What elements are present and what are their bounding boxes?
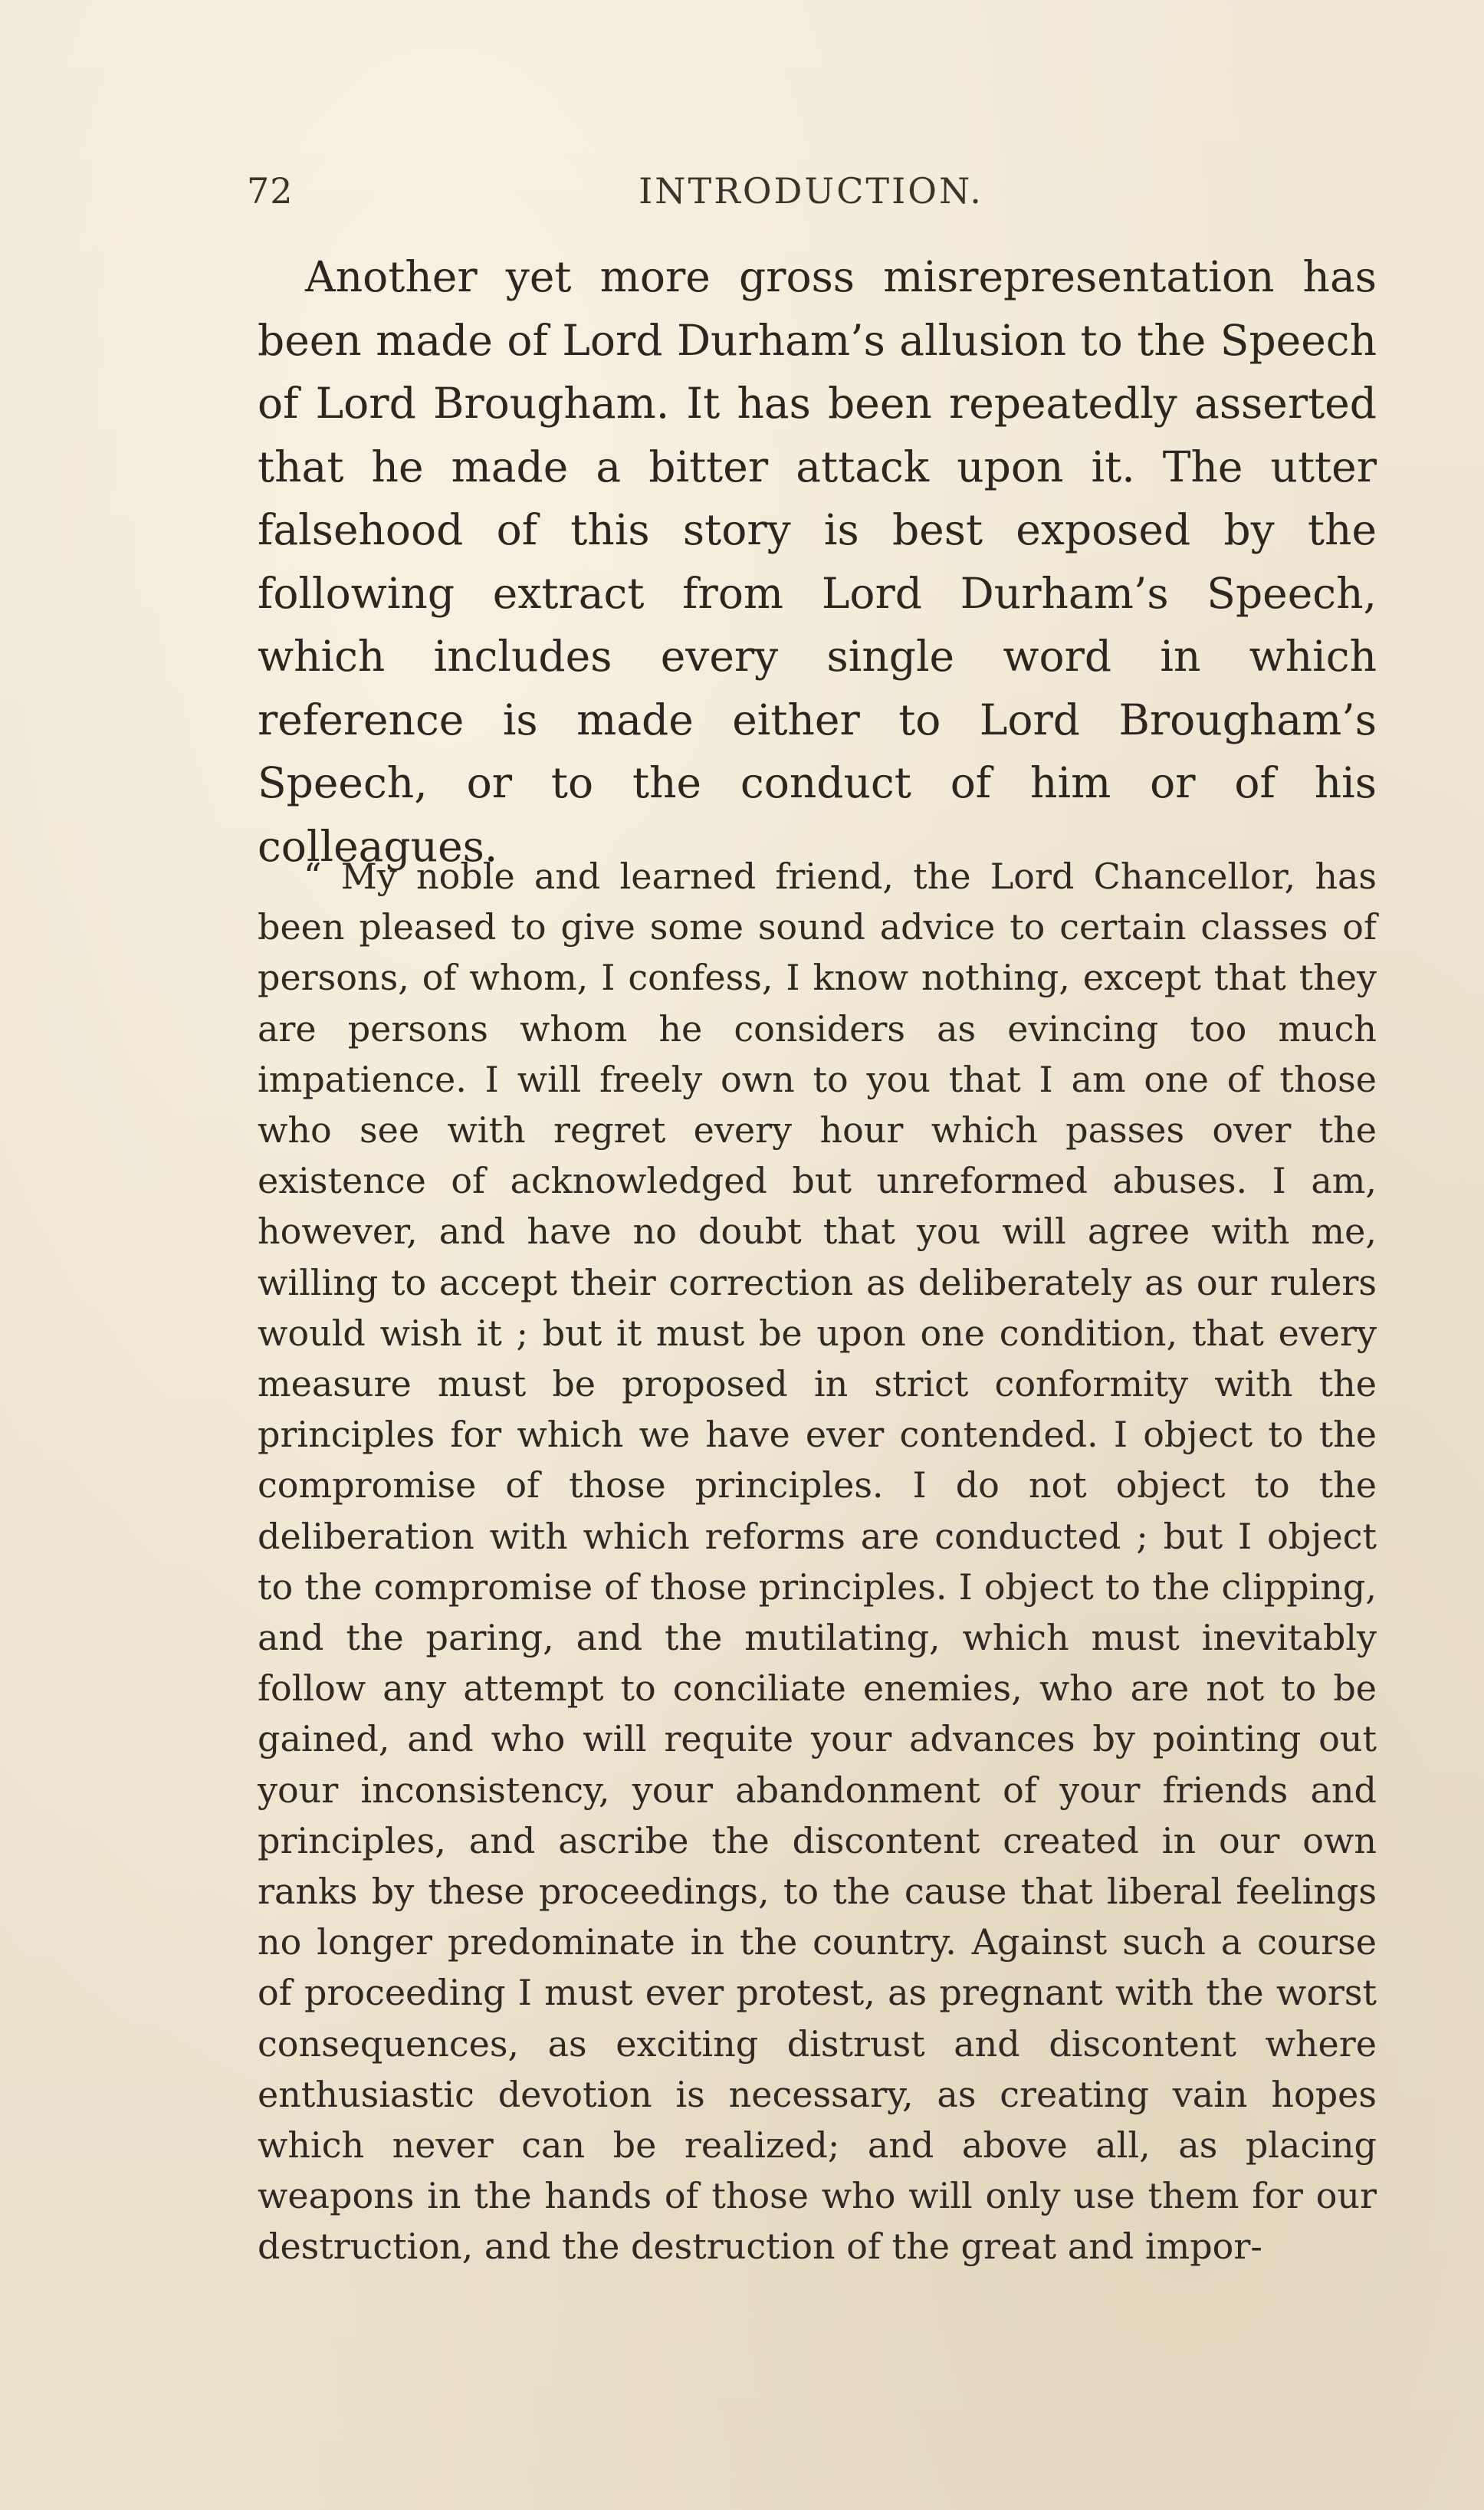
page-header — [247, 170, 1375, 224]
page-number: 72 — [247, 170, 294, 212]
speech-quote: “ My noble and learned friend, the Lord Chancellor, has been pleased to give some sound advice to certain classes of persons, of whom, I confess, I know nothing, except that they are persons whom he considers as evincing too much impatience. I will freely own to you that I am one of those who see with regret every hour which passes over the existence of acknowledged but unreformed abuses. I am, however, and have no doubt that you will agree with me, willing to accept their correction as deliberately as our rulers would wish it ; but it must be upon one condition, that every measure must be proposed in strict conformity with the principles for which we have ever contended. I object to the compromise of those principles. I do not object to the deliberation with which reforms are conducted ; but I object to the compromise of those principles. I object to the clipping, and the paring, and the mutilating, which must inevitably follow any attempt to conciliate enemies, who are not to be gained, and who will requite your advances by pointing out your inconsistency, your abandonment of your friends and principles, and ascribe the discontent created in our own ranks by these proceedings, to the cause that liberal feelings no longer predominate in the country. Against such a course of proceeding I must ever protest, as pregnant with the worst consequences, as exciting distrust and discontent where enthusiastic devotion is necessary, as creating vain hopes which never can be realized; and above all, as placing weapons in the hands of those who will only use them for our destruction, and the destruction of the great and impor- — [258, 856, 1377, 2268]
body-paragraph: Another yet more gross misrepresentation has been made of Lord Durham’s allusion to the Speech of Lord Brougham. It has been repeatedly asserted that he made a bitter attack upon it. The utter falsehood of this story is best exposed by the following extract from Lord Durham’s Speech, which includes every single word in which reference is made either to Lord Brougham’s Speech, or to the conduct of him or of his colleagues. — [258, 252, 1377, 871]
running-head: INTRODUCTION. — [639, 170, 983, 212]
